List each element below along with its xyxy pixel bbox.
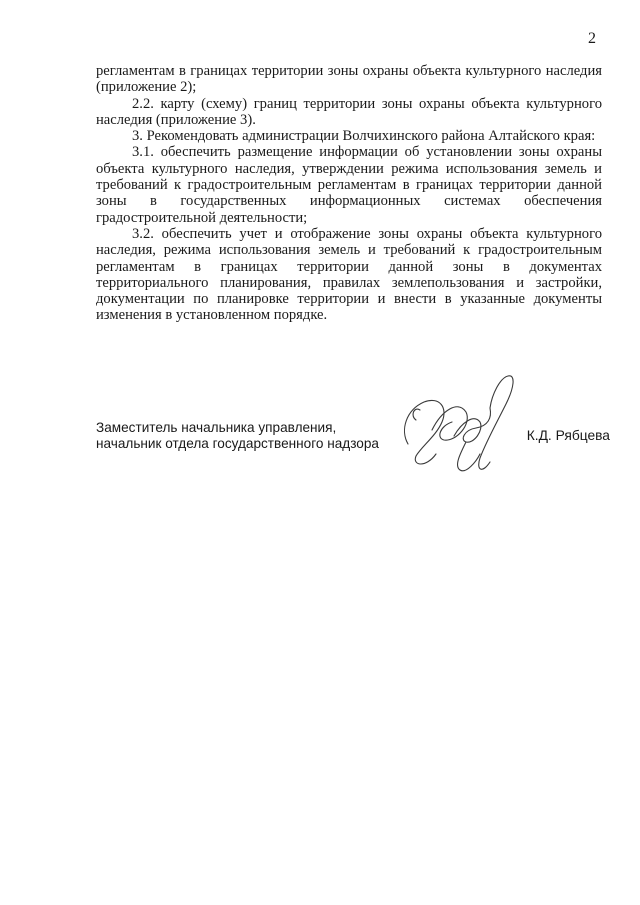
paragraph-3-2: 3.2. обеспечить учет и отображение зоны охраны объекта культурного наследия, режима использования земель и требований к градостроительным регламентам в границах территории данной зоны в документах территориального планирования, правилах землепользования и застройки, документации по планировке территории и внести в указанные документы изменения в установленном порядке. [96,225,602,324]
signatory-title-line-2: начальник отдела государственного надзора [96,435,379,451]
signature-block [96,412,610,492]
signatory-name: К.Д. Рябцева [526,428,610,443]
paragraph-3-1: 3.1. обеспечить размещение информации об установлении зоны охраны объекта культурного наследия, утверждении режима использования земель и требований к градостроительным регламентам в границах территории данной зоны в государственных информационных системах обеспечения градостроительной деятельности; [96,144,602,226]
paragraph-2-2: 2.2. карту (схему) границ территории зоны охраны объекта культурного наследия (приложение 3). [96,95,602,128]
document-body [96,63,602,324]
handwritten-signature-icon [396,370,522,482]
signatory-title-line-1: Заместитель начальника управления, [96,420,337,435]
page-number: 2 [588,30,596,47]
paragraph-3: 3. Рекомендовать администрации Волчихинского района Алтайского края: [132,128,596,145]
paragraph-appendix-2: регламентам в границах территории зоны охраны объекта культурного наследия (приложение 2); [96,63,602,96]
signatory-title [96,420,379,451]
